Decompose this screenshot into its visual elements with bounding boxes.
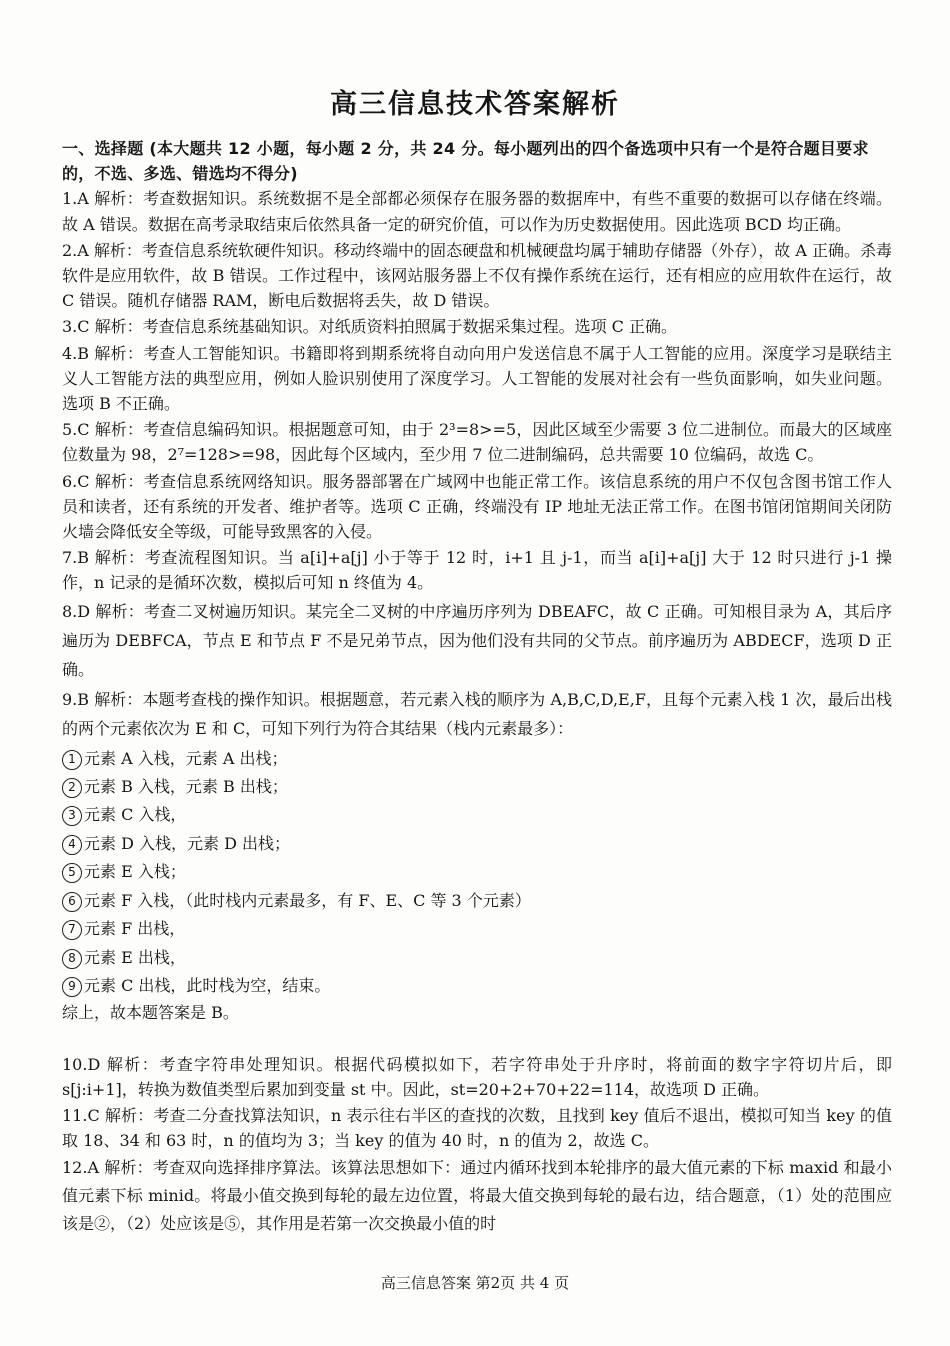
step-text: 元素 A 入栈，元素 A 出栈； [84,748,288,768]
page-footer: 高三信息答案 第2页 共 4 页 [380,1274,570,1292]
step-number: 4 [62,835,82,855]
answer-item: 3.C 解析：考查信息系统基础知识。对纸质资料拍照属于数据采集过程。选项 C 正确。 [62,317,678,337]
step-number: 1 [62,750,82,770]
step-number: 2 [62,778,82,798]
spacer [62,1026,892,1052]
list-item [62,858,892,886]
step-text: 元素 C 入栈， [84,805,187,825]
answer-item: 10.D 解析：考查字符串处理知识。根据代码模拟如下，若字符串处于升序时，将前面的数字字符切片后，即 s[j:i+1]，转换为数值类型后累加到变量 st 中。因此，st=20+2+70+22=114，故选项 D 正确。 [62,1054,892,1099]
answer-item: 12.A 解析：考查双向选择排序算法。该算法思想如下：通过内循环找到本轮排序的最大值元素的下标 maxid 和最小值元素下标 minid。将最小值交换到每轮的最左边位置，将最大值交换到每轮的最右边，结合题意，（1）处的范围应该是②，（2）处应该是⑤，其作用是若第一次交换最小值的时 [62,1158,892,1234]
list-item [62,887,892,915]
answer-item: 5.C 解析：考查信息编码知识。根据题意可知，由于 2³=8>=5，因此区域至少需要 3 位二进制位。而最大的区域座位数量为 98，2⁷=128>=98，因此每个区域内，至少用 7 位二进制编码，总共需要 10 位编码，故选 C。 [62,420,892,465]
step-number: 6 [62,892,82,912]
list-item [62,915,892,943]
step-text: 元素 D 入栈，元素 D 出栈； [84,833,291,853]
section-header: 一、选择题 (本大题共 12 小题，每小题 2 分，共 24 分。每小题列出的四个备选项中只有一个是符合题目要求的，不选、多选、错选均不得分) [62,139,869,184]
step-number: 3 [62,806,82,826]
step-number: 8 [62,949,82,969]
answer-item: 6.C 解析：考查信息系统网络知识。服务器部署在广域网中也能正常工作。该信息系统的用户不仅包含图书馆工作人员和读者，还有系统的开发者、维护者等。选项 C 正确，终端没有 IP 地址无法正常工作。在图书馆闭馆期间关闭防火墙会降低安全等级，可能导致黑客的入侵。 [62,471,892,542]
page-title: 高三信息技术答案解析 [330,89,620,120]
answer-item: 11.C 解析：考查二分查找算法知识，n 表示往右半区的查找的次数，且找到 key 值后不退出，模拟可知当 key 的值取 18、34 和 63 时，n 的值均为 3；当 key 的值为 40 时，n 的值为 2，故选 C。 [62,1105,892,1151]
step-number: 7 [62,920,82,940]
stack-steps-list [62,745,892,1001]
step-text: 元素 C 出栈，此时栈为空，结束。 [84,975,331,995]
answer-item: 1.A 解析：考查数据知识。系统数据不是全部都必须保存在服务器的数据库中，有些不重要的数据可以存储在终端。故 A 错误。数据在高考录取结束后依然具备一定的研究价值，可以作为历史数据使用。因此选项 BCD 均正确。 [62,189,892,234]
list-item [62,745,892,773]
list-item [62,972,892,1000]
answer-item: 9.B 解析：本题考查栈的操作知识。根据题意，若元素入栈的顺序为 A,B,C,D,E,F，且每个元素入栈 1 次，最后出栈的两个元素依次为 E 和 C，可知下列行为符合其结果（栈内元素最多）： [62,689,892,738]
step-text: 元素 F 出栈， [84,919,186,939]
step-text: 元素 E 入栈； [84,862,186,882]
list-item [62,801,892,829]
list-item [62,773,892,801]
step-text: 元素 F 入栈，（此时栈内元素最多，有 F、E、C 等 3 个元素） [84,890,531,910]
step-number: 5 [62,863,82,883]
answer-item: 7.B 解析：考查流程图知识。当 a[i]+a[j] 小于等于 12 时，i+1 且 j-1，而当 a[i]+a[j] 大于 12 时只进行 j-1 操作，n 记录的是循环次数，模拟后可知 n 终值为 4。 [62,548,892,593]
answer-item: 4.B 解析：考查人工智能知识。书籍即将到期系统将自动向用户发送信息不属于人工智能的应用。深度学习是联结主义人工智能方法的典型应用，例如人脸识别使用了深度学习。人工智能的发展对社会有一些负面影响，如失业问题。选项 B 不正确。 [62,343,892,414]
answer-item: 2.A 解析：考查信息系统软硬件知识。移动终端中的固态硬盘和机械硬盘均属于辅助存储器（外存），故 A 正确。杀毒软件是应用软件，故 B 错误。工作过程中，该网站服务器上不仅有操作系统在运行，还有相应的应用软件在运行，故 C 错误。随机存储器 RAM，断电后数据将丢失，故 D 错误。 [62,240,892,311]
page-content [62,136,892,1238]
list-item [62,944,892,972]
summary-line: 综上，故本题答案是 B。 [62,1003,239,1023]
step-text: 元素 B 入栈，元素 B 出栈； [84,777,288,797]
answer-item: 8.D 解析：考查二叉树遍历知识。某完全二叉树的中序遍历序列为 DBEAFC，故 C 正确。可知根目录为 A，其后序遍历为 DEBFCA，节点 E 和节点 F 不是兄弟节点，因为他们没有共同的父节点。前序遍历为 ABDECF，选项 D 正确。 [62,601,892,679]
step-text: 元素 E 出栈， [84,947,186,967]
list-item [62,830,892,858]
step-number: 9 [62,977,82,997]
